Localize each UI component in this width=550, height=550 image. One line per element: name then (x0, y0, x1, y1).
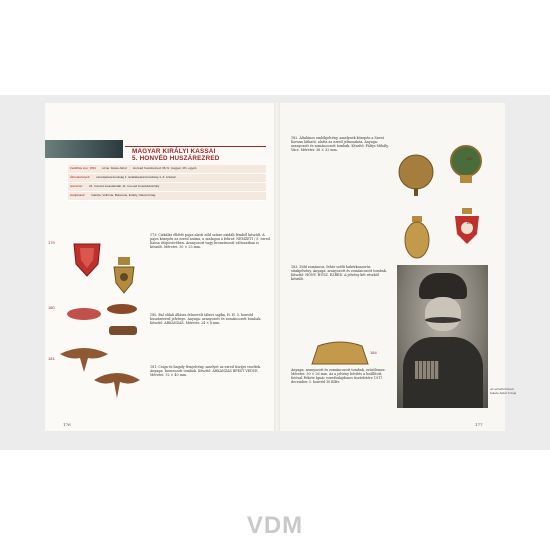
figure-label-184: 184 (370, 350, 377, 355)
figure-label-179: 179 (48, 240, 55, 245)
officer-shako (419, 273, 467, 299)
officer-mustache (425, 317, 461, 323)
info-row (68, 174, 266, 183)
description-182: 182. Általános emlékjelvény, amelynek közepén a Szent Korona látható, alatta az ezred jelmondata. Anyaga: aranyozott és zománcozott tombak. Készítő: Fáltys Mihály, Vácz. Méretei: 36 × 32 mm. (291, 136, 389, 153)
section-title (132, 148, 219, 162)
description-180: 180. Bal oldali állásra felszerelt tábori sapka, H. H. 5. honvéd huszárezred jelvénye. Anyaga: aranyozott és zománcozott tombak. Készítő: ARKANZAS. Méretei: 24 × 8 mm. (150, 313, 262, 326)
page-number-right: 177 (475, 422, 483, 427)
section-title-line1: MAGYAR KIRÁLYI KASSAI (132, 148, 216, 155)
info-value: színe: fekete-fehér (102, 166, 127, 170)
brown-cap-badge-image (106, 302, 138, 316)
title-rule (125, 146, 266, 147)
book-gutter (274, 103, 280, 431)
crowned-shield-badge-image (111, 255, 137, 295)
wreath-crown-badge-image (402, 214, 432, 260)
officer-face (425, 297, 461, 331)
page-number-left: 176 (63, 422, 71, 427)
info-key: Állomáshelyek: (70, 175, 91, 179)
officer-portrait-photo (397, 265, 488, 408)
figure-label-183: 183 (466, 220, 473, 225)
description-183: 183. Zöld zománcos, fehér szélű babérkoszorús sisakjelvény. Anyaga: aranyozott és zománcozott tombak. Készítő: HONV. HUSZ. EZRED. A jelvény két részből készült. (291, 265, 387, 282)
info-key: Hadjáratok: (70, 193, 86, 197)
bronze-bar-badge-image (108, 323, 138, 337)
info-value: Galícia, Volhínia, Bukovina, Erdély, Olaszország (91, 193, 156, 197)
section-color-bar (45, 140, 123, 158)
pink-cap-badge-image (66, 305, 102, 321)
officer-medals (415, 361, 439, 379)
description-179: 179. Cirkálás éllétét pajzs alatti zöld színre oxidált fémből készült. A pajzs közepén az ezred száma, a szalagon a felirat: NEMZETI / 5. ezred. Kassa ötöpösévében. Aranyozott vagy bronzírozott változatban is készült. Méretei: 30 × 25 mm. (150, 233, 271, 250)
figure-label-181: 181 (48, 356, 55, 361)
info-table (68, 165, 266, 201)
description-184: Anyaga: aranyozott és zománcozott tombak, ezüstlemez. Méretei: 30 × 26 mm. Az a jelvény bővítés a beállított, fotóval Fekete Ignác ezredtulajdonos tiszteletére 1917. december 3. honvéd 30 fillér. (291, 368, 386, 385)
info-key: Felállítás éve: 1891 (70, 166, 97, 170)
info-value: 24. honvéd lovasdandár, 11. honvéd lovashadosztály (89, 184, 160, 188)
figure-label-180: 180 (48, 305, 55, 310)
photo-caption: Az ezredtörténet fekete-fehér fotója (490, 387, 517, 395)
info-key: Garnizon: (70, 184, 84, 188)
info-row (68, 192, 266, 201)
info-row (68, 165, 266, 174)
enamel-shield-badge-image (452, 206, 482, 246)
red-shield-badge-image (70, 240, 104, 278)
gold-bar-badge-image (310, 340, 370, 366)
section-title-line2: 5. HONVÉD HUSZÁREZRED (132, 155, 220, 162)
info-row (68, 183, 266, 192)
eagle-wings-badge-2-image (92, 366, 142, 400)
info-value: ezredparancsnokság 1. tartalékparancsnokság 1–3. század (96, 175, 176, 179)
figure-label-182: 182 (466, 156, 473, 161)
gold-round-badge-image (397, 150, 435, 198)
green-wreath-badge-image (448, 141, 484, 187)
info-extra: Honvéd huszárezred: 96.%. magyar, 3%. egyéb (132, 166, 197, 170)
description-181: 181. Csiga-és bagoly fémjelvény, amelyet az ezred tisztjei viseltek. Anyaga: bronzozott tombak. Készítő: ARKANZAS BPEST VEDVE. Méretei: 32 × 40 mm. (150, 365, 262, 378)
watermark-logo: VDM (246, 512, 304, 539)
